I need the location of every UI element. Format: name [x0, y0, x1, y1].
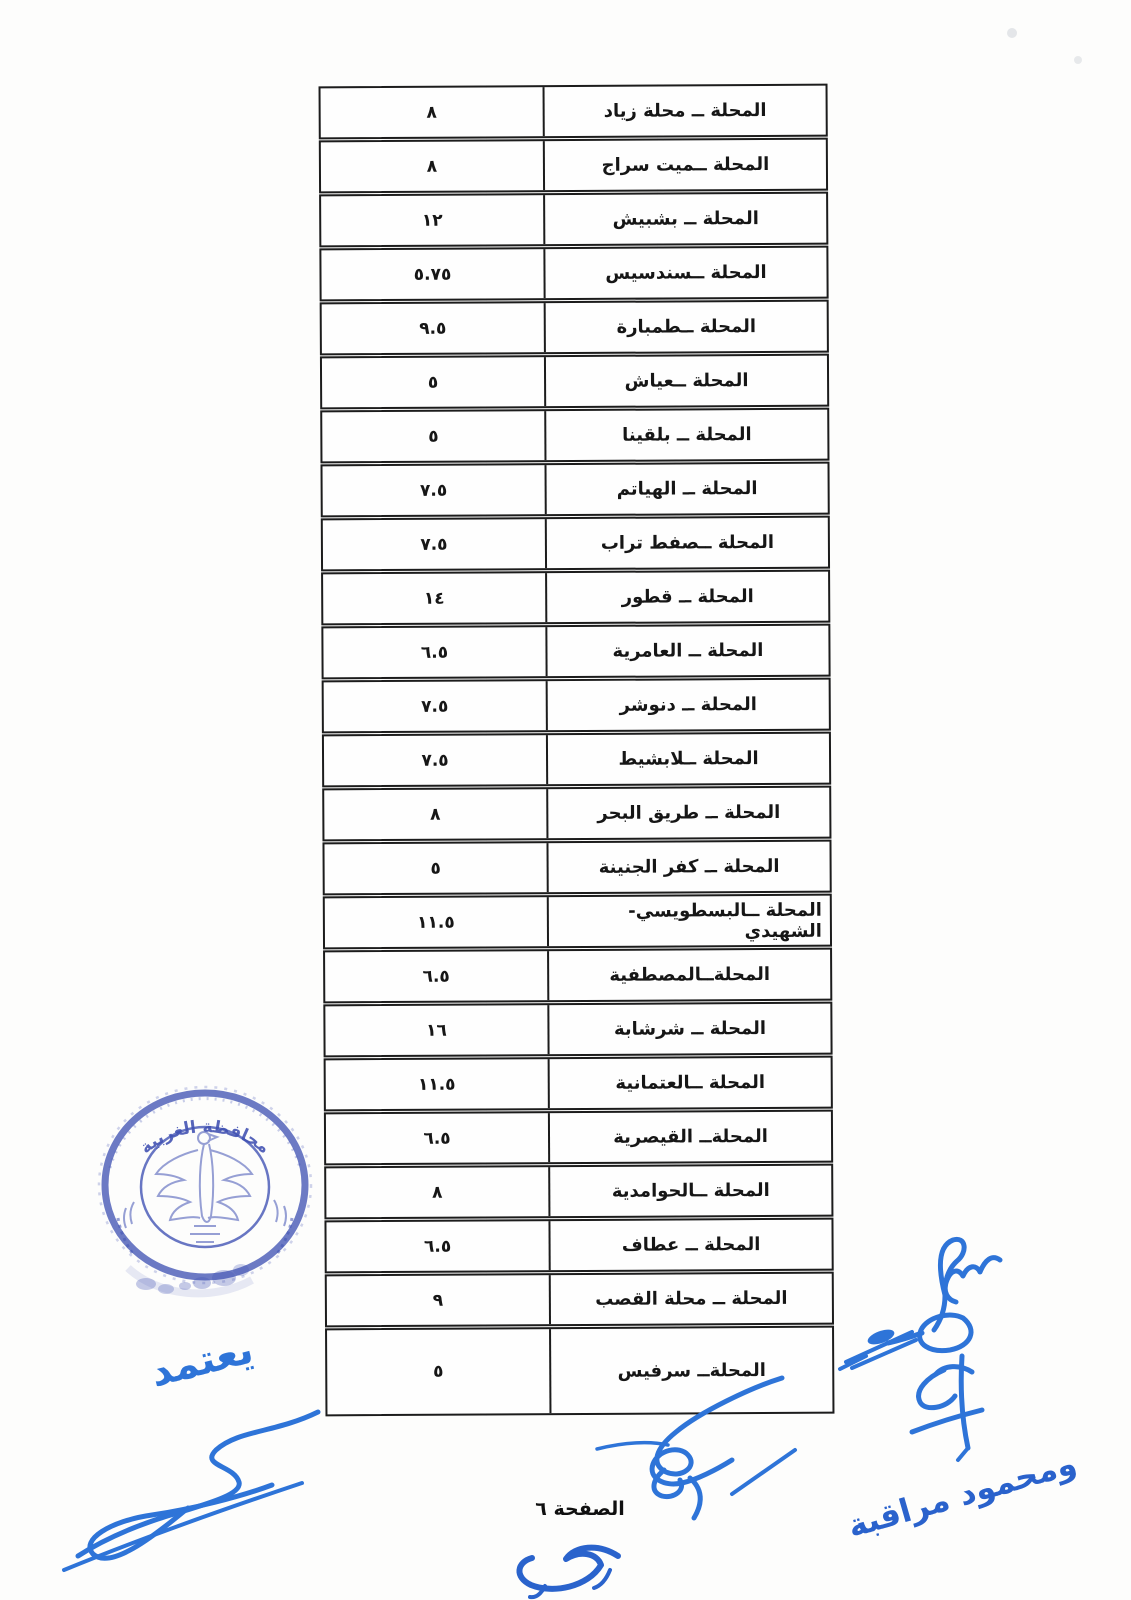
table-row: [324, 1056, 833, 1112]
table-row: [325, 1326, 834, 1417]
route-name-cell: المحلة ــ عطاف: [621, 1234, 761, 1256]
fare-value-cell: ٦.٥: [325, 951, 549, 1001]
fare-value-cell: ٦.٥: [323, 627, 547, 677]
route-name-cell: المحلة ــ بلقينا: [621, 424, 752, 446]
official-stamp-seal: [88, 1068, 328, 1328]
table-row: [324, 1110, 833, 1166]
signature-footer-mark: [519, 1548, 618, 1598]
table-row: [319, 138, 828, 194]
scan-speck: [1007, 28, 1082, 64]
table-row: [322, 678, 831, 734]
fare-value-cell: ٧.٥: [323, 465, 547, 515]
table-row: [324, 1218, 833, 1274]
route-name-cell: المحلة ــ شرشابة: [613, 1018, 767, 1040]
eagle-emblem-icon: [156, 1132, 252, 1242]
table-row: [323, 894, 832, 950]
table-row: [320, 408, 829, 464]
table-row: [319, 84, 828, 140]
fare-value-cell: ٧.٥: [324, 735, 548, 785]
table-row: [321, 624, 830, 680]
fare-value-cell: ١١.٥: [326, 1059, 550, 1109]
route-name-cell: المحلةــ سرفيس: [617, 1359, 766, 1382]
route-name-cell: المحلةــالمصطفية: [609, 963, 771, 986]
table-row: [321, 570, 830, 626]
fare-value-cell: ٧.٥: [324, 681, 548, 731]
fare-value-cell: ٨: [321, 141, 545, 191]
route-name-cell: المحلة ــ الهياتم: [616, 478, 758, 500]
route-name-cell: المحلة ــالعتمانية: [615, 1072, 766, 1094]
route-name-cell: المحلة ــعياش: [624, 370, 749, 392]
route-name-cell: المحلة ــ محلة القصب: [595, 1287, 788, 1310]
fare-value-cell: ٦.٥: [326, 1221, 550, 1271]
table-row: [325, 1272, 834, 1328]
route-name-cell: المحلةــ القيصرية: [613, 1126, 768, 1148]
stamp-arc-text: محافظة الغربية: [136, 1117, 274, 1159]
route-name-cell: المحلة ــالحوامدية: [611, 1179, 770, 1202]
stamp-smudge: [128, 1264, 252, 1294]
route-name-cell: المحلة ــالبسطويسي- الشهيدي: [628, 899, 823, 942]
route-name-cell: المحلة ــلابشيط: [618, 748, 759, 770]
fare-value-cell: ٨: [321, 87, 545, 137]
route-name-cell: المحلة ــميت سراج: [601, 153, 770, 176]
fare-value-cell: ٥: [322, 357, 546, 407]
route-name-cell: المحلة ــ العامرية: [612, 640, 764, 662]
fare-value-cell: ٥.٧٥: [321, 249, 545, 299]
table-row: [321, 516, 830, 572]
table-row: [324, 1164, 833, 1220]
fare-value-cell: ١١.٥: [325, 897, 549, 947]
fare-value-cell: ٦.٥: [326, 1113, 550, 1163]
fare-value-cell: ٥: [327, 1329, 551, 1414]
approval-word: يعتمد: [145, 1326, 258, 1397]
routes-table-body: [319, 84, 835, 1417]
fare-value-cell: ٥: [322, 411, 546, 461]
fare-value-cell: ٨: [324, 789, 548, 839]
fare-value-cell: ١٦: [325, 1005, 549, 1055]
stamp-ornaments: [118, 1200, 292, 1254]
fare-value-cell: ٨: [326, 1167, 550, 1217]
route-name-cell: المحلة ــ كفر الجنينة: [598, 855, 780, 878]
table-row: [323, 1002, 832, 1058]
route-name-cell: المحلة ــ محلة زياد: [603, 99, 767, 122]
signature-left-approval: [64, 1327, 318, 1570]
route-name-cell: المحلة ــسندسيس: [605, 261, 767, 284]
table-row: [322, 840, 831, 896]
table-row: [319, 192, 828, 248]
table-row: [322, 732, 831, 788]
route-name-cell: المحلة ــ طريق البحر: [597, 801, 781, 824]
reviewer-note-handwriting: ومحمود مراقبة: [843, 1443, 1081, 1546]
table-row: [320, 354, 829, 410]
route-name-cell: المحلة ــطمبارة: [616, 316, 757, 338]
route-name-cell: المحلة ــ دنوشر: [619, 694, 757, 716]
routes-fare-table: [319, 84, 835, 1418]
fare-value-cell: ١٢: [321, 195, 545, 245]
route-name-cell: المحلة ــ قطور: [621, 586, 754, 608]
table-row: [320, 300, 829, 356]
table-row: [323, 948, 832, 1004]
table-row: [322, 786, 831, 842]
fare-value-cell: ٩: [327, 1275, 551, 1325]
signature-right: [840, 1239, 1000, 1460]
fare-value-cell: ٧.٥: [323, 519, 547, 569]
table-row: [320, 462, 829, 518]
route-name-cell: المحلة ــ بشبيش: [612, 208, 759, 230]
fare-value-cell: ٩.٥: [322, 303, 546, 353]
table-row: [319, 246, 828, 302]
fare-value-cell: ٥: [324, 843, 548, 893]
route-name-cell: المحلة ــصفط تراب: [600, 531, 775, 554]
fare-value-cell: ١٤: [323, 573, 547, 623]
page-number-label: الصفحة ٦: [535, 1498, 625, 1520]
